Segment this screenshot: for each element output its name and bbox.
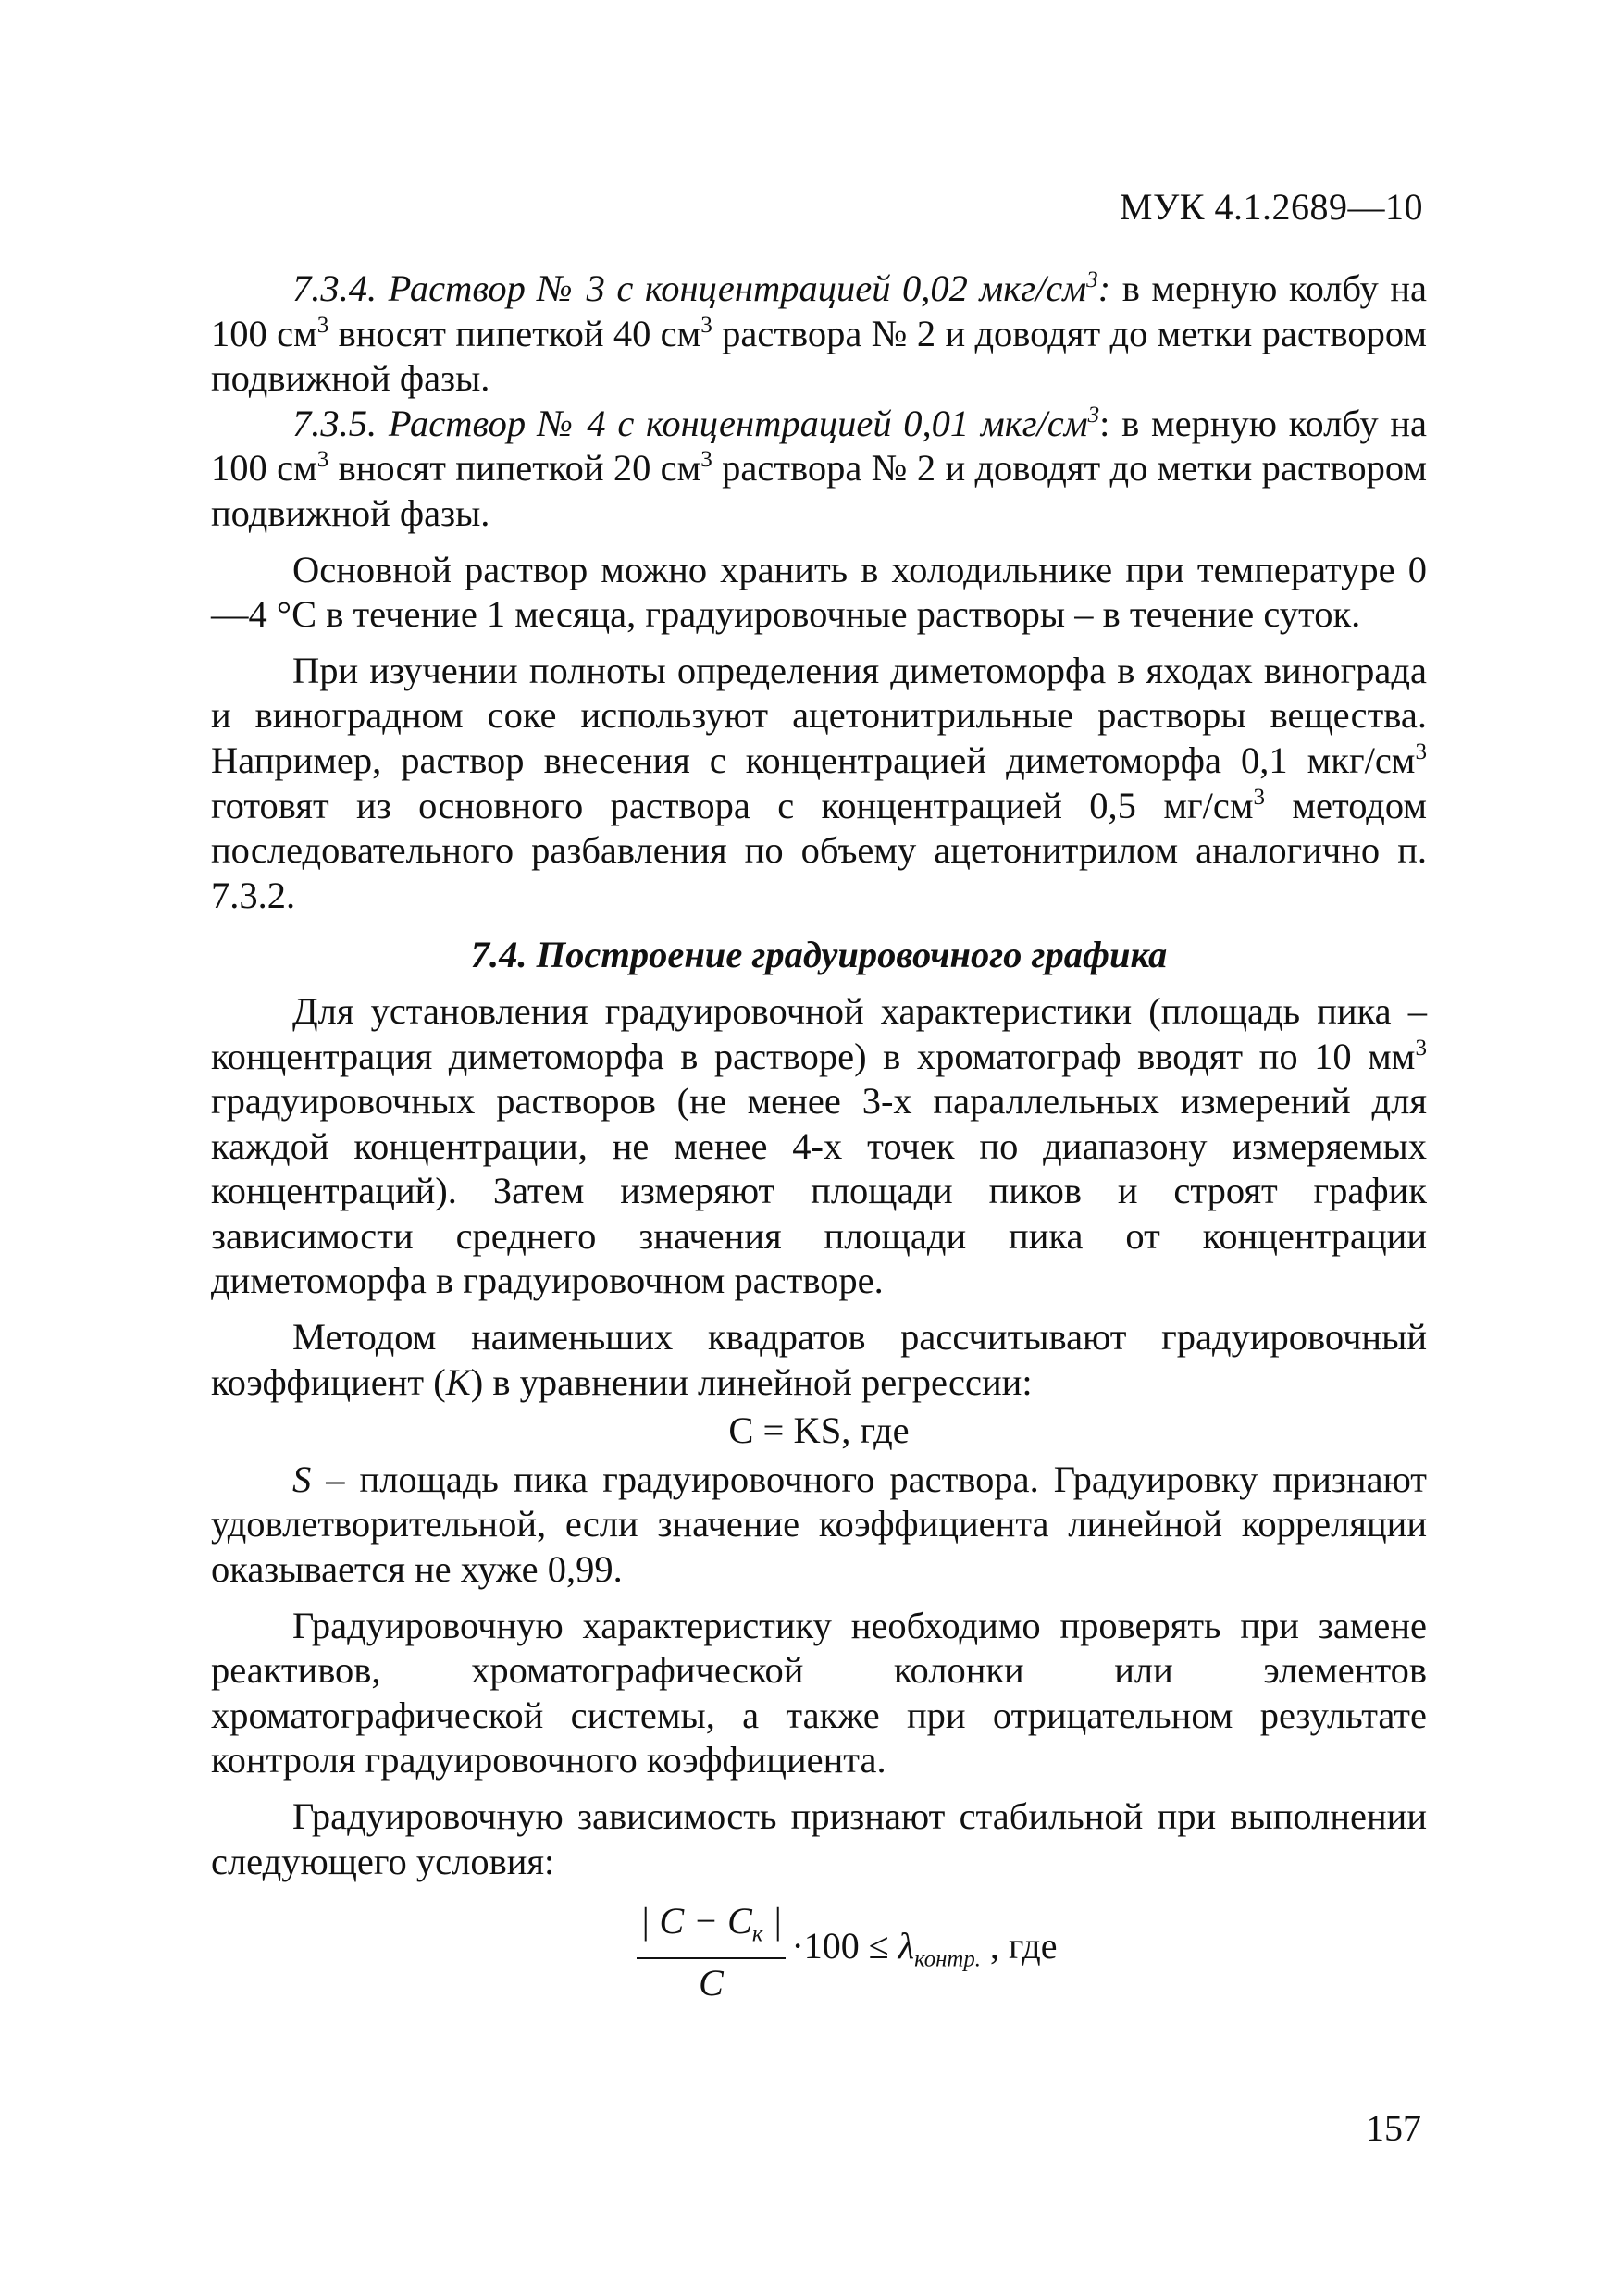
fraction-numerator: | $C - C_к$ | bbox=[637, 1901, 787, 1959]
fraction-denominator: C bbox=[699, 1961, 724, 2004]
paragraph-calibration: Для установления градуировочной характеристики (площадь пика – концентрация диметоморфа в растворе) в хроматограф вводят по 10 $мм^3$ градуировочных растворов (не менее 3-х параллельных измерений для каждой концентрации, не менее 4-х точек по диапазону измеряемых концентраций). Затем измеряют площади пиков и строят график зависимости среднего значения площади пика от концентрации диметоморфа в градуировочном растворе. bbox=[211, 989, 1427, 1302]
paragraph-recovery: При изучении полноты определения диметоморфа в яходах винограда и виноградном соке используют ацетонитрильные растворы вещества. Например, раствор внесения с концентрацией диметоморфа 0,1 мкг/$см^3$ готовят из основного раствора с концентрацией 0,5 $мг/см^3$ методом последовательного разбавления по объему ацетонитрилом аналогично п. 7.3.2. bbox=[211, 649, 1427, 916]
page-content bbox=[211, 267, 1427, 2005]
formula-regression: С = KS, где bbox=[728, 1409, 910, 1452]
formula-stability-condition bbox=[211, 1901, 1427, 2005]
subsection-label-7-3-5: 7.3.5. Раствор № 4 с концентрацией 0,01 мкг/$см^3$ bbox=[292, 402, 1100, 444]
formula-inequality: $\cdot 100 \le \lambda_{контр.}$ , где bbox=[791, 1924, 1058, 1972]
subsection-label-7-3-4: 7.3.4. Раствор № 3 с концентрацией 0,02 мкг/$см^3$: bbox=[292, 267, 1111, 309]
paragraph-7-3-4: 7.3.4. Раствор № 3 с концентрацией 0,02 мкг/$см^3$: в мерную колбу на 100 $см^3$ вносят пипеткой 40 $см^3$ раствора № 2 и доводят до метки раствором подвижной фазы. bbox=[211, 267, 1428, 400]
paragraph-stability: Градуировочную зависимость признают стабильной при выполнении следующего условия: bbox=[211, 1795, 1427, 1882]
page-number: 157 bbox=[1366, 2107, 1421, 2149]
paragraph-7-3-5: 7.3.5. Раствор № 4 с концентрацией 0,01 мкг/$см^3$: в мерную колбу на 100 $см^3$ вносят пипеткой 20 $см^3$ раствора № 2 и доводят до метки раствором подвижной фазы. bbox=[211, 402, 1428, 534]
section-heading-7-4: 7.4. Построение градуировочного графика bbox=[470, 934, 1168, 976]
paragraph-least-squares: Методом наименьших квадратов рассчитывают градуировочный коэффициент (K) в уравнении линейной регрессии: bbox=[211, 1316, 1427, 1403]
fraction bbox=[637, 1901, 787, 2005]
paragraph-storage: Основной раствор можно хранить в холодильнике при температуре 0—4 °С в течение 1 месяца, градуировочные растворы – в течение суток. bbox=[211, 548, 1427, 636]
document-code-header: МУК 4.1.2689—10 bbox=[1119, 186, 1423, 228]
paragraph-peak-area: S – площадь пика градуировочного раствора. Градуировку признают удовлетворительной, если значение коэффициента линейной корреляции оказывается не хуже 0,99. bbox=[211, 1458, 1427, 1591]
paragraph-verification: Градуировочную характеристику необходимо проверять при замене реактивов, хроматографической колонки или элементов хроматографической системы, а также при отрицательном результате контроля градуировочного коэффициента. bbox=[211, 1604, 1427, 1781]
